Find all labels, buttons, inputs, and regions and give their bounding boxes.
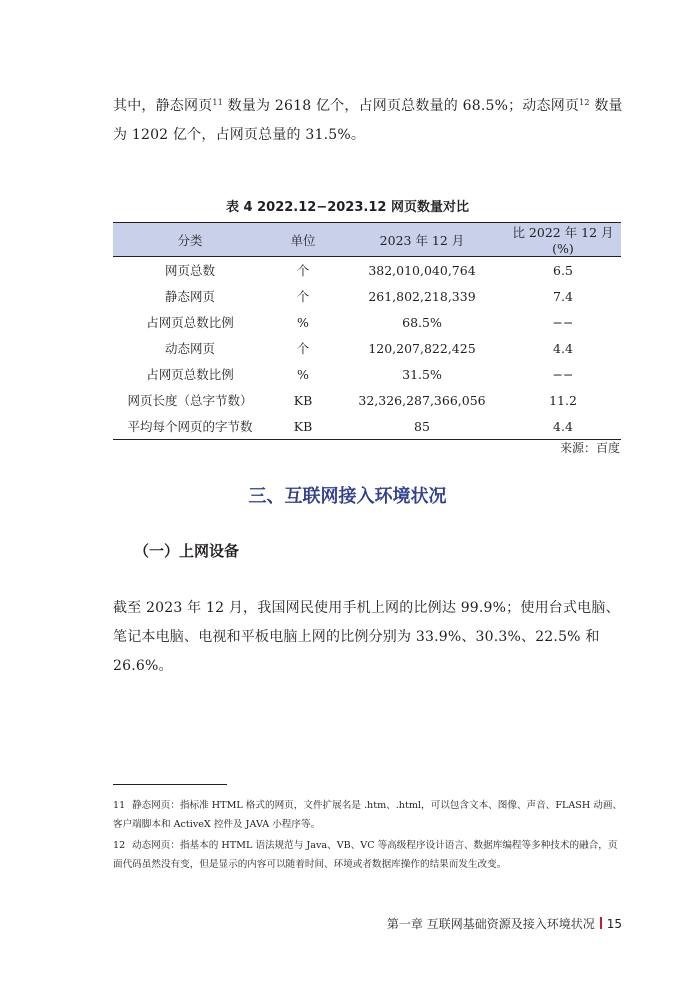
table-cell: 4.4 <box>553 340 573 356</box>
paragraph-text: 数量为 1202 亿个，占网页总量的 31.5%。 <box>113 98 623 143</box>
footnote <box>113 836 625 874</box>
table-cell: 占网页总数比例 <box>146 315 234 330</box>
column-header: 比 2022 年 12 月 (%) <box>505 223 621 257</box>
table-cell: 占网页总数比例 <box>146 367 234 382</box>
paragraph-text: 数量为 2618 亿个，占网页总数量的 68.5%；动态网页 <box>223 98 580 114</box>
table-cell: 个 <box>296 341 310 356</box>
table-cell: 32,326,287,366,056 <box>358 392 486 408</box>
footnote-ref[interactable]: 11 <box>212 98 223 107</box>
table-cell: 31.5% <box>402 366 442 382</box>
table-cell: 个 <box>296 263 310 278</box>
table-row <box>113 387 621 413</box>
footnote-text: 静态网页：指标准 HTML 格式的网页，文件扩展名是 .htm、.html，可以包含文本、图像、声音、FLASH 动画、客户端脚本和 ActiveX 控件及 JAVA 小程序等。 <box>113 800 623 830</box>
footnote-divider <box>113 784 227 785</box>
table-cell: 静态网页 <box>164 289 215 304</box>
table-row <box>113 335 621 361</box>
section-heading: 三、互联网接入环境状况 <box>248 486 447 507</box>
body-paragraph: 截至 2023 年 12 月，我国网民使用手机上网的比例达 99.9%；使用台式电脑、笔记本电脑、电视和平板电脑上网的比例分别为 33.9%、30.3%、22.5% 和 26.6%。 <box>113 600 620 674</box>
paragraph-text: 其中，静态网页 <box>113 98 213 114</box>
page-number: 15 <box>606 917 622 931</box>
table-header-row <box>113 223 621 257</box>
column-header: 单位 <box>267 223 339 257</box>
table-cell: 6.5 <box>553 262 573 278</box>
page-footer <box>387 915 622 932</box>
footnote <box>113 796 625 834</box>
subsection-heading: （一）上网设备 <box>134 542 240 560</box>
table-cell: 85 <box>339 413 505 440</box>
table-cell: 网页总数 <box>164 263 215 278</box>
table-cell: KB <box>293 392 313 408</box>
table-cell: 120,207,822,425 <box>368 340 476 356</box>
table-cell: 4.4 <box>505 413 621 440</box>
table-cell: −− <box>552 366 574 382</box>
table-row <box>113 257 621 284</box>
table-row <box>113 361 621 387</box>
table-cell: 11.2 <box>549 392 577 408</box>
table-cell: % <box>297 314 309 330</box>
table-caption: 表 4 2022.12−2023.12 网页数量对比 <box>226 200 469 215</box>
footnote-text: 动态网页：指基本的 HTML 语法规范与 Java、VB、VC 等高级程序设计语言、数据库编程等多种技术的融合，页面代码虽然没有变，但是显示的内容可以随着时间、环境或者数据库操作的结果而发生改变。 <box>113 840 618 870</box>
column-header: 2023 年 12 月 <box>339 223 505 257</box>
table-cell: 动态网页 <box>164 341 215 356</box>
footnote-ref[interactable]: 12 <box>579 98 590 107</box>
table-row <box>113 283 621 309</box>
table-cell: 网页长度（总字节数） <box>127 393 253 408</box>
table-cell: 平均每个网页的字节数 <box>113 413 267 440</box>
table-cell: 68.5% <box>402 314 442 330</box>
chapter-title: 第一章 互联网基础资源及接入环境状况 <box>386 917 595 931</box>
table-row <box>113 309 621 335</box>
table-source: 来源：百度 <box>559 441 620 455</box>
table-cell: 261,802,218,339 <box>368 288 476 304</box>
table-cell: 7.4 <box>553 288 573 304</box>
table-cell: KB <box>267 413 339 440</box>
footer-separator <box>600 917 602 929</box>
table-cell: 个 <box>296 289 310 304</box>
table-row <box>113 413 621 440</box>
footnote-number: 11 <box>113 800 126 811</box>
table-cell: −− <box>552 314 574 330</box>
data-table <box>113 222 621 440</box>
body-paragraph <box>113 92 623 150</box>
column-header: 分类 <box>113 223 267 257</box>
footnote-number: 12 <box>113 840 126 851</box>
table-cell: 382,010,040,764 <box>368 262 476 278</box>
table-cell: % <box>297 366 309 382</box>
